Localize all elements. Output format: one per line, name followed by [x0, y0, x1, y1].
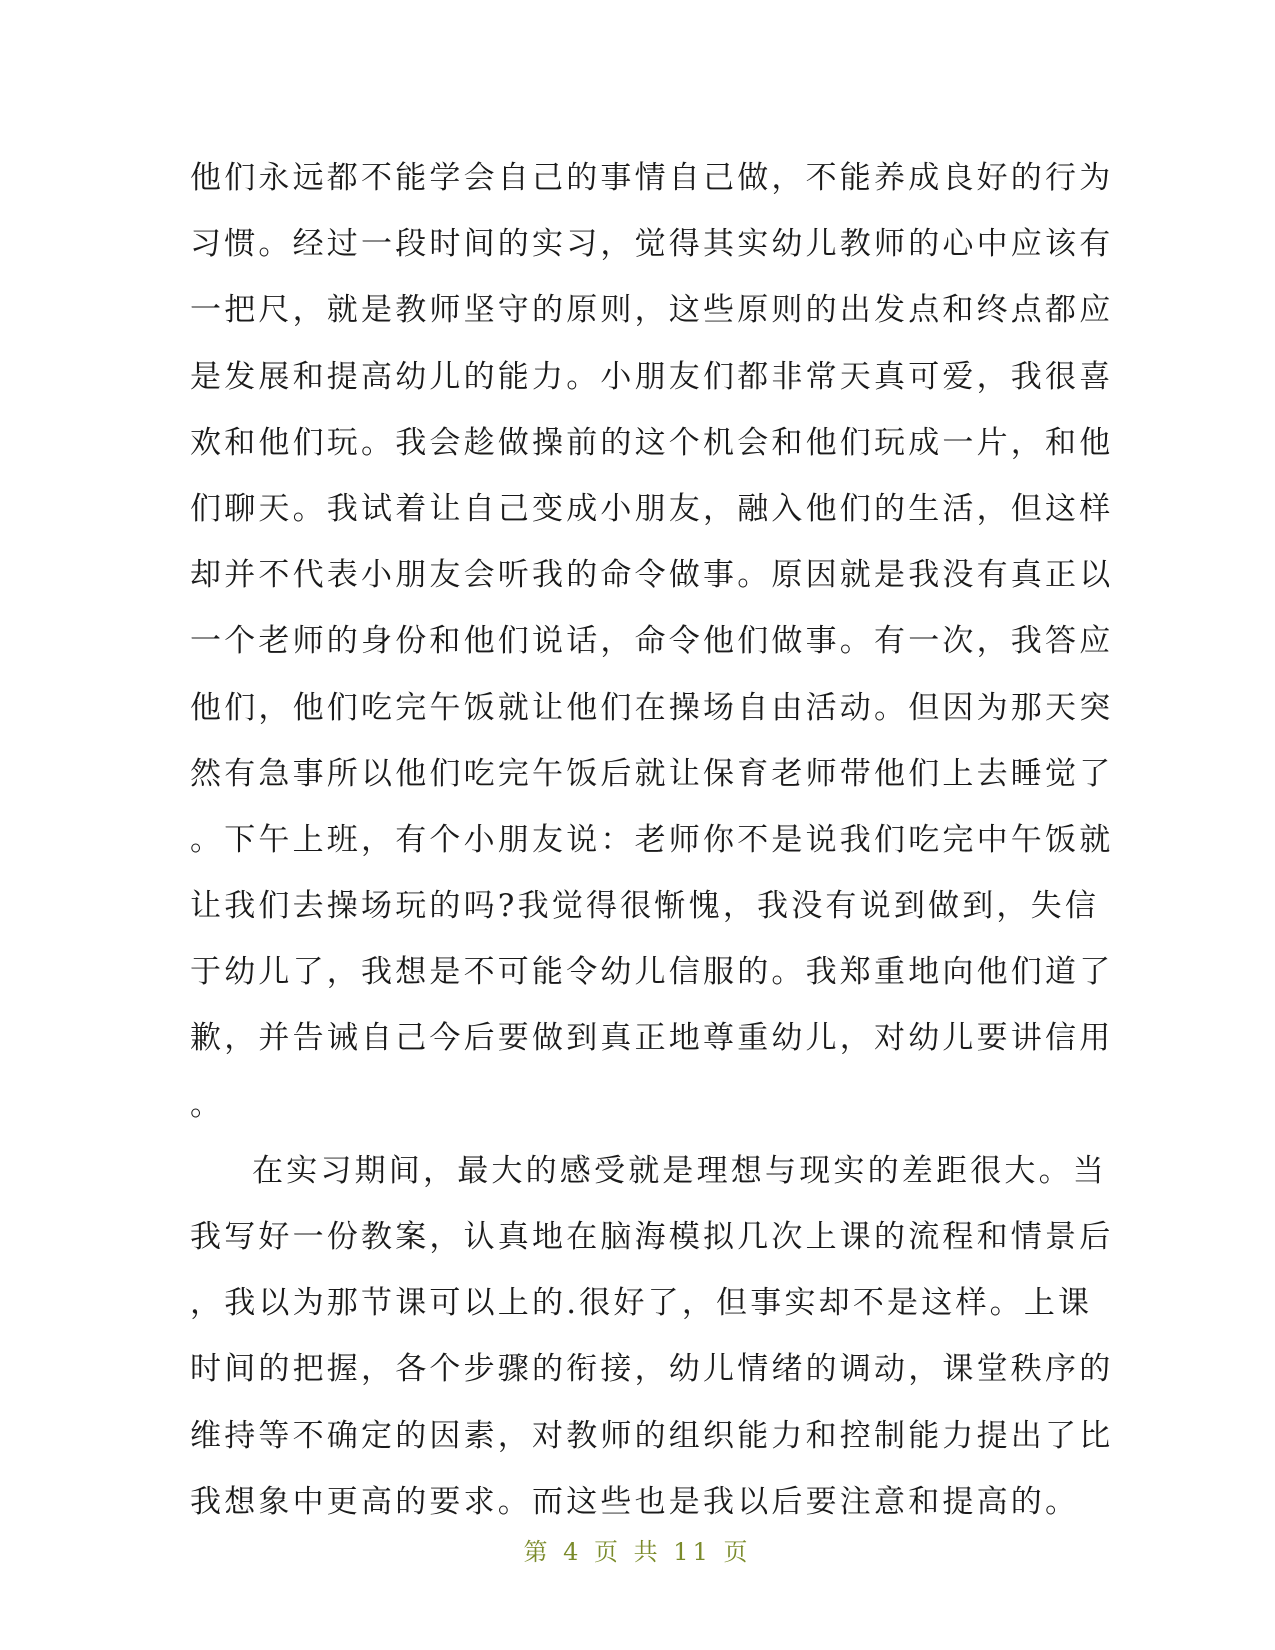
text-line: 。 — [190, 1086, 225, 1123]
text-line: 。下午上班，有个小朋友说：老师你不是说我们吃完中午饭就 — [190, 821, 1114, 858]
text-line: ，我以为那节课可以上的.很好了，但事实却不是这样。上课 — [190, 1285, 1093, 1322]
text-line: 们聊天。我试着让自己变成小朋友，融入他们的生活，但这样 — [190, 490, 1114, 527]
text-line: 歉，并告诫自己今后要做到真正地尊重幼儿，对幼儿要讲信用 — [190, 1020, 1114, 1057]
text-line: 时间的把握，各个步骤的衔接，幼儿情绪的调动，课堂秩序的 — [190, 1351, 1114, 1388]
text-line: 他们，他们吃完午饭就让他们在操场自由活动。但因为那天突 — [190, 689, 1114, 726]
text-line: 欢和他们玩。我会趁做操前的这个机会和他们玩成一片，和他 — [190, 424, 1114, 461]
text-line: 维持等不确定的因素，对教师的组织能力和控制能力提出了比 — [190, 1417, 1114, 1454]
text-line: 却并不代表小朋友会听我的命令做事。原因就是我没有真正以 — [190, 557, 1114, 594]
text-line: 我写好一份教案，认真地在脑海模拟几次上课的流程和情景后 — [190, 1219, 1114, 1255]
body-text — [190, 145, 1114, 1535]
text-line: 于幼儿了，我想是不可能令幼儿信服的。我郑重地向他们道了 — [190, 954, 1114, 991]
text-line: 一把尺，就是教师坚守的原则，这些原则的出发点和终点都应 — [190, 292, 1114, 329]
text-line: 一个老师的身份和他们说话，命令他们做事。有一次，我答应 — [190, 623, 1114, 660]
text-line: 然有急事所以他们吃完午饭后就让保育老师带他们上去睡觉了 — [190, 755, 1114, 792]
paragraph-start-line: 在实习期间，最大的感受就是理想与现实的差距很大。当 — [252, 1152, 1107, 1189]
page-number-footer: 第 4 页 共 11 页 — [523, 1538, 752, 1566]
text-line: 习惯。经过一段时间的实习，觉得其实幼儿教师的心中应该有 — [190, 226, 1114, 263]
text-line: 我想象中更高的要求。而这些也是我以后要注意和提高的。 — [190, 1483, 1080, 1520]
text-line: 让我们去操场玩的吗?我觉得很惭愧，我没有说到做到，失信 — [190, 888, 1100, 925]
text-line: 他们永远都不能学会自己的事情自己做，不能养成良好的行为 — [190, 160, 1114, 196]
text-line: 是发展和提高幼儿的能力。小朋友们都非常天真可爱，我很喜 — [190, 358, 1114, 395]
